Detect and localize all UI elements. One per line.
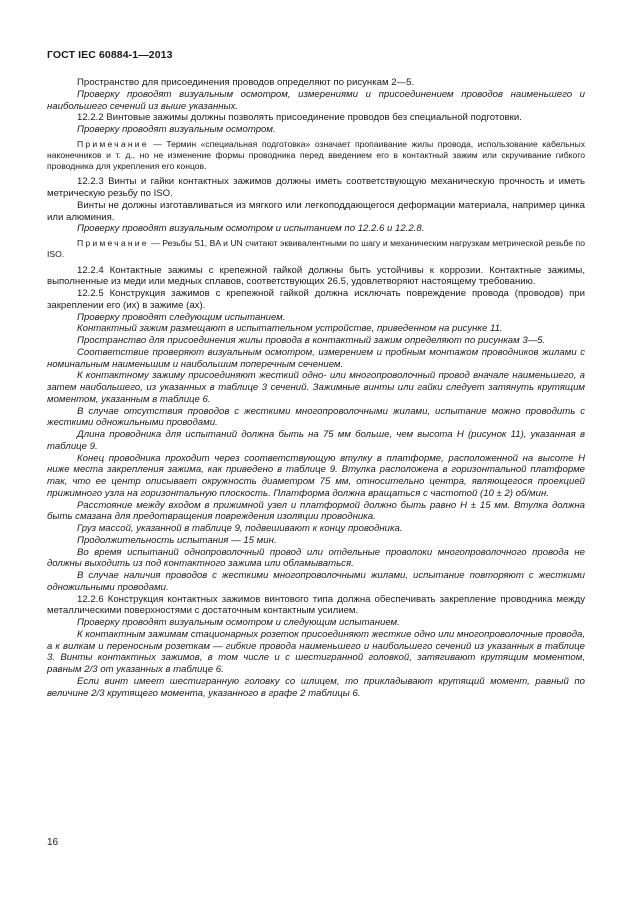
- paragraph: К контактному зажиму присоединяют жесткий одно- или многопроволочный провод вначале наименьшего, а затем наибольшего, из указанных в таблице 3 сечений. Зажимные винты или гайки следует затянуть крутящим моментом, указанным в таблице 6.: [47, 370, 585, 405]
- paragraph: Пространство для присоединения проводов определяют по рисункам 2—5.: [77, 77, 415, 88]
- paragraph: Пространство для присоединения жилы провода в контактный зажим определяют по рисункам 3—5.: [77, 335, 546, 347]
- paragraph: Продолжительность испытания — 15 мин.: [77, 534, 277, 546]
- paragraph: Проверку проводят следующим испытанием.: [77, 311, 286, 323]
- paragraph: Во время испытаний однопроволочный провод или отдельные проволоки многопроволочного провода не должны выходить из под контактного зажима или обламываться.: [47, 546, 585, 570]
- paragraph: К контактным зажимам стационарных розеток присоединяют жесткие одно или многопроволочные провода, а к вилкам и переносным розеткам — гибкие провода наименьшего и наибольшего сечений из указанных в таблице 3. Винты контактных зажимов, в том числе и с шестигранной головкой, затягивают крутящим моментом, равным 2/3 от указанных в таблице 6.: [47, 628, 585, 676]
- paragraph: Соответствие проверяют визуальным осмотром, измерением и пробным монтажом проводников жилами с номинальным наименьшим и наибольшим поперечным сечением.: [47, 346, 585, 370]
- paragraph: Проверку проводят визуальным осмотром и испытанием по 12.2.6 и 12.2.8.: [77, 223, 425, 235]
- paragraph: Проверку проводят визуальным осмотром, измерениями и присоединением проводов наименьшего и наибольшего сечений из выше указанных.: [47, 88, 585, 112]
- document-body: [47, 77, 585, 699]
- note-label: Примечание: [77, 138, 149, 149]
- paragraph: 12.2.6 Конструкция контактных зажимов винтового типа должна обеспечивать закрепление проводника между металлическими поверхностями с достаточным контактным усилием.: [47, 593, 585, 617]
- paragraph: В случае наличия проводов с жесткими многопроволочными жилами, испытание повторяют с жесткими одножильными проводами.: [47, 570, 585, 593]
- note-text: — Резьбы S1, BA и UN считают эквивалентными по шагу и механическим нагрузкам метрической резьбе по ISO.: [47, 238, 585, 260]
- page-number: 16: [47, 837, 59, 848]
- paragraph: 12.2.3 Винты и гайки контактных зажимов должны иметь соответствующую механическую прочность и иметь метрическую резьбу по ISO.: [47, 176, 585, 200]
- paragraph: 12.2.2 Винтовые зажимы должны позволять присоединение проводов без специальной подготовки.: [77, 112, 522, 124]
- paragraph: Конец проводника проходит через соответствующую втулку в платформе, расположенной на высоте H ниже места закрепления зажима, как приведено в таблице 9. Втулка расположена в горизонтальной платформе так, что ее центр описывает окружность диаметром 75 мм, относительно центра, являющегося проекцией прижимного узла на горизонтальную плоскость. Платформа должна вращаться с частотой (10 ± 2) об/мин.: [47, 452, 585, 499]
- paragraph: В случае отсутствия проводов с жесткими многопроволочными жилами, испытание можно проводить с жесткими одножильными проводами.: [47, 405, 585, 429]
- note: [47, 139, 585, 173]
- paragraph: 12.2.5 Конструкция зажимов с крепежной гайкой должна исключать повреждение провода (проводов) при закреплении его (их) в зажиме (ах).: [47, 288, 585, 311]
- paragraph: Проверку проводят визуальным осмотром.: [77, 124, 276, 135]
- note: [47, 238, 585, 260]
- paragraph: Контактный зажим размещают в испытательном устройстве, приведенном на рисунке 11.: [77, 323, 503, 335]
- paragraph: Проверку проводят визуальным осмотром и следующим испытанием.: [77, 617, 400, 629]
- paragraph: Груз массой, указанной в таблице 9, подвешивают к концу проводника.: [77, 523, 403, 535]
- note-text: — Термин «специальная подготовка» означает пропаивание жилы провода, использование кабельных наконечников и т. д., но не изменение формы проводника перед введением его в контактный зажим или скручивание гибкого проводника для укрепления его концов.: [47, 138, 585, 172]
- paragraph: 12.2.4 Контактные зажимы с крепежной гайкой должны быть устойчивы к коррозии. Контактные зажимы, выполненные из меди или медных сплавов, соответствующих 26.5, удовлетворяют настоящему требованию.: [47, 264, 585, 288]
- document-header: ГОСТ IEC 60884-1—2013: [47, 49, 173, 61]
- note-label: Примечание: [77, 238, 149, 249]
- paragraph: Расстояние между входом в прижимной узел и платформой должно быть равно H ± 15 мм. Втулка должна быть смазана для предотвращения повреждения изоляции проводника.: [47, 499, 585, 523]
- paragraph: Длина проводника для испытаний должна быть на 75 мм больше, чем высота H (рисунок 11), указанная в таблице 9.: [47, 429, 585, 452]
- paragraph: Винты не должны изготавливаться из мягкого или легкоподдающегося деформации материала, например цинка или алюминия.: [47, 199, 585, 223]
- paragraph: Если винт имеет шестигранную головку со шлицем, то прикладывают крутящий момент, равный по величине 2/3 крутящего момента, указанного в графе 2 таблицы 6.: [47, 675, 585, 699]
